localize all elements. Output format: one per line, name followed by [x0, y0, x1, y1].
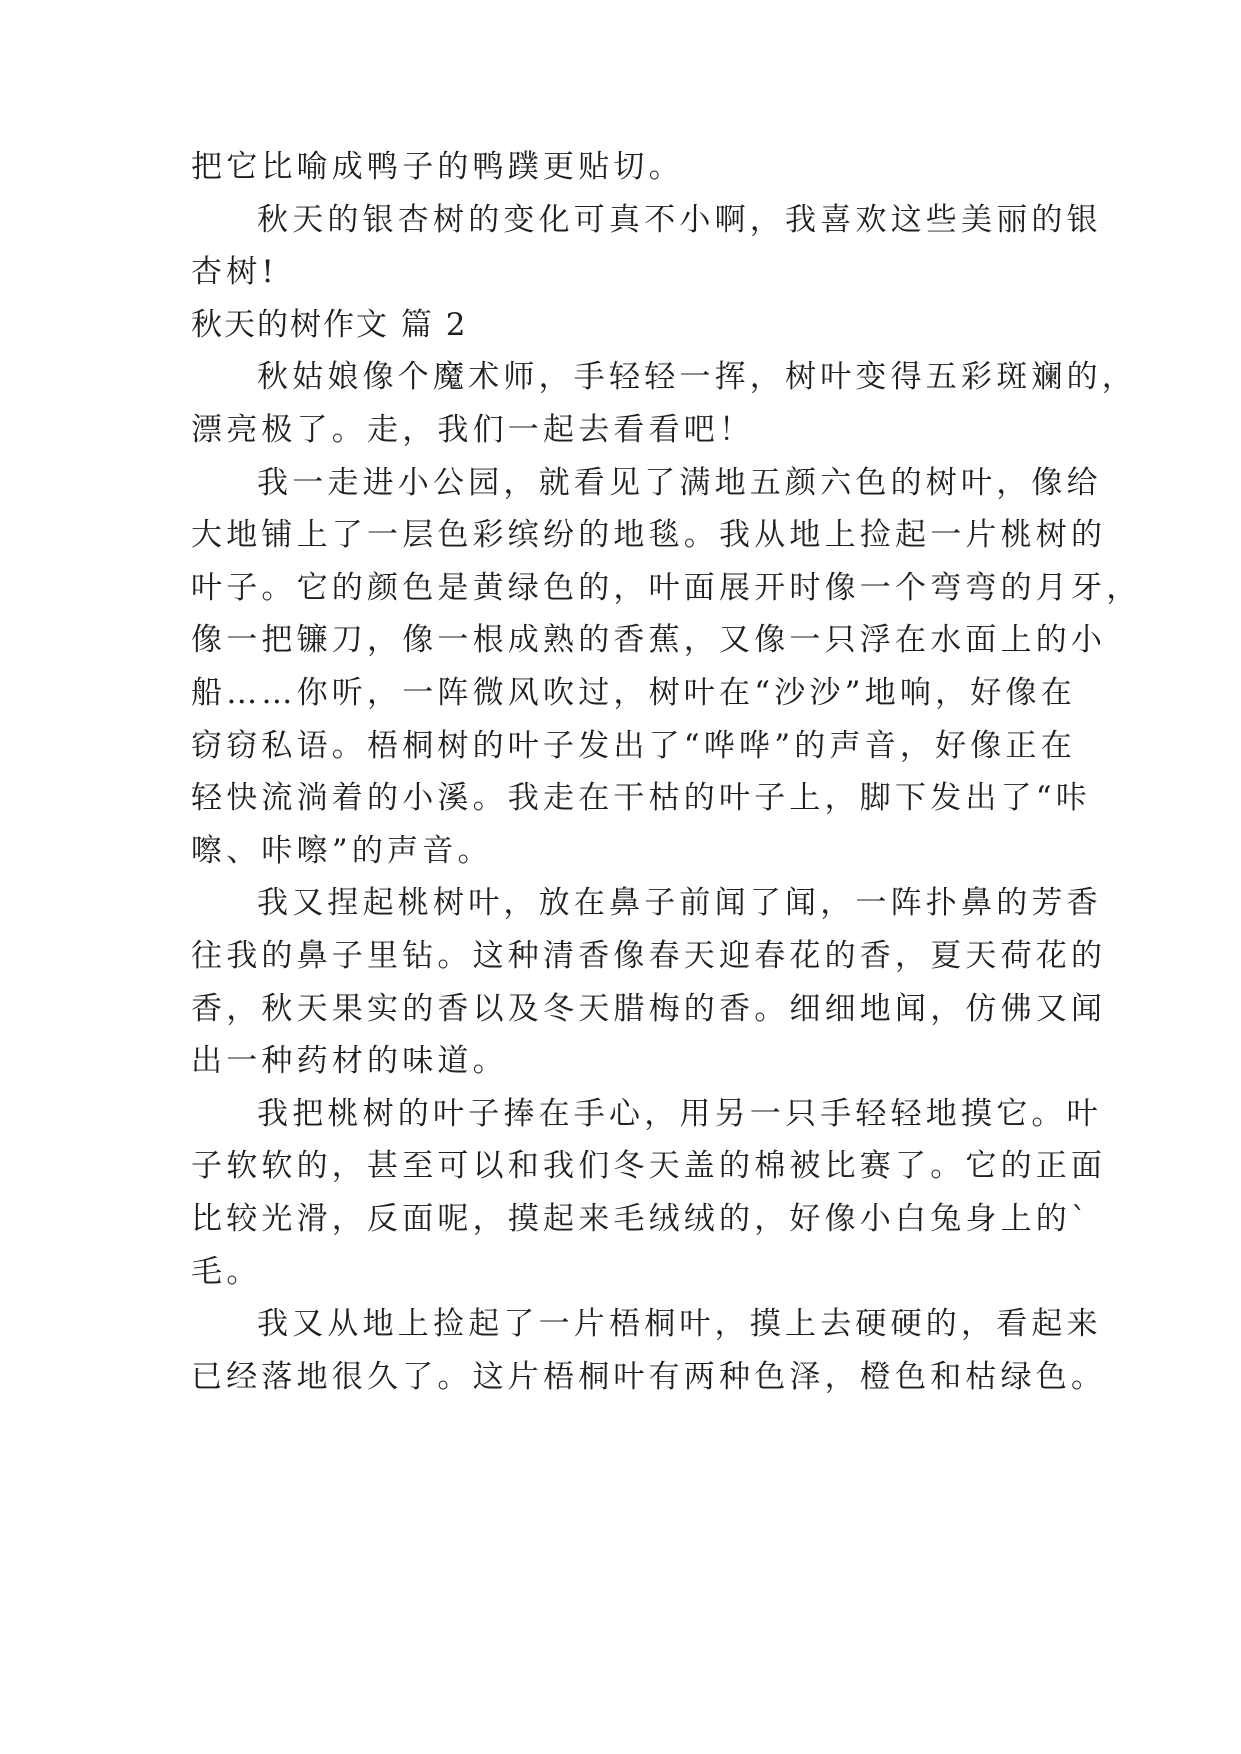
text-line: 已经落地很久了。这片梧桐叶有两种色泽，橙色和枯绿色。: [191, 1359, 1107, 1395]
paragraph-first-line: 秋姑娘像个魔术师，手轻轻一挥，树叶变得五彩斑斓的，: [257, 359, 1137, 395]
text-line: 船……你听，一阵微风吹过，树叶在“沙沙”地响，好像在: [191, 675, 1076, 711]
text-line: 轻快流淌着的小溪。我走在干枯的叶子上，脚下发出了“咔: [191, 780, 1092, 816]
section-heading: 秋天的树作文 篇 2: [191, 307, 468, 343]
text-line: 像一把镰刀，像一根成熟的香蕉，又像一只浮在水面上的小: [191, 622, 1107, 658]
document-page: [191, 0, 1142, 1754]
text-line: 嚓、咔嚓”的声音。: [191, 833, 493, 869]
text-line: 大地铺上了一层色彩缤纷的地毯。我从地上捡起一片桃树的: [191, 517, 1107, 553]
text-line: 把它比喻成鸭子的鸭蹼更贴切。: [191, 149, 684, 185]
text-line: 香，秋天果实的香以及冬天腊梅的香。细细地闻，仿佛又闻: [191, 991, 1107, 1027]
text-line: 出一种药材的味道。: [191, 1043, 508, 1079]
paragraph-first-line: 我把桃树的叶子捧在手心，用另一只手轻轻地摸它。叶: [257, 1096, 1102, 1132]
text-line: 比较光滑，反面呢，摸起来毛绒绒的，好像小白兔身上的`: [191, 1201, 1091, 1237]
text-line: 子软软的，甚至可以和我们冬天盖的棉被比赛了。它的正面: [191, 1148, 1107, 1184]
text-line: 叶子。它的颜色是黄绿色的，叶面展开时像一个弯弯的月牙，: [191, 570, 1142, 606]
paragraph-first-line: 我又从地上捡起了一片梧桐叶，摸上去硬硬的，看起来: [257, 1306, 1102, 1342]
text-line: 漂亮极了。走，我们一起去看看吧！: [191, 412, 755, 448]
text-line: 毛。: [191, 1254, 262, 1290]
paragraph-first-line: 我一走进小公园，就看见了满地五颜六色的树叶，像给: [257, 465, 1102, 501]
paragraph-first-line: 我又捏起桃树叶，放在鼻子前闻了闻，一阵扑鼻的芳香: [257, 885, 1102, 921]
text-line: 往我的鼻子里钻。这种清香像春天迎春花的香，夏天荷花的: [191, 938, 1107, 974]
text-line: 窃窃私语。梧桐树的叶子发出了“哗哗”的声音，好像正在: [191, 728, 1076, 764]
text-line: 杏树!: [191, 254, 279, 290]
paragraph-first-line: 秋天的银杏树的变化可真不小啊，我喜欢这些美丽的银: [257, 202, 1102, 238]
